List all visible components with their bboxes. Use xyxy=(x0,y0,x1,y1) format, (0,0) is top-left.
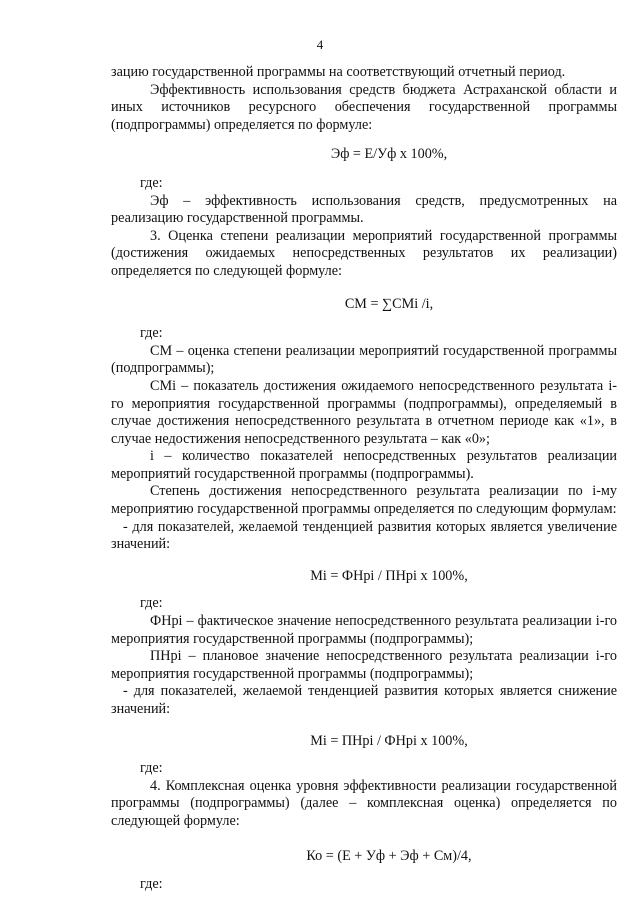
paragraph-section-3: 3. Оценка степени реализации мероприятий государственной программы (достижения ожидаемых непосредственных результатов их реализации) определяется по следующей формуле: xyxy=(111,227,617,279)
where-label: где: xyxy=(140,595,163,612)
paragraph-i-definition: і – количество показателей непосредственных результатов реализации мероприятий государственной программы (подпрограммы). xyxy=(111,448,617,482)
where-label: где: xyxy=(140,876,163,893)
paragraph-section-4: 4. Комплексная оценка уровня эффективности реализации государственной программы (подпрограммы) (далее – комплексная оценка) определяется по следующей формуле: xyxy=(111,777,617,829)
where-label: где: xyxy=(140,760,163,777)
document-body xyxy=(111,64,617,894)
formula-mi-increase: Мі = ФНрі / ПНрі х 100%, xyxy=(310,567,468,584)
paragraph-ef-definition: Эф – эффективность использования средств, предусмотренных на реализацию государственной программы. xyxy=(111,192,617,227)
paragraph-fnri-definition: ФНрі – фактическое значение непосредственного результата реализации і-го мероприятия государственной программы (подпрограммы); xyxy=(111,613,617,647)
formula-efficiency: Эф = Е/Уф х 100%, xyxy=(330,146,448,163)
paragraph-decrease-indicators: - для показателей, желаемой тенденцией развития которых является снижение значений: xyxy=(111,683,617,717)
page-number: 4 xyxy=(316,37,324,52)
formula-mi-decrease: Мі = ПНрі / ФНрі х 100%, xyxy=(310,732,468,749)
where-label: где: xyxy=(140,325,163,342)
paragraph-budget-efficiency: Эффективность использования средств бюджета Астраханской области и иных источников ресурсного обеспечения государственной программы (подпрограммы) определяется по формуле: xyxy=(111,81,617,133)
paragraph-degree-of-achievement: Степень достижения непосредственного результата реализации по і-му мероприятию государственной программы определяется по следующим формулам: xyxy=(111,483,617,518)
paragraph-continuation: зацию государственной программы на соответствующий отчетный период. xyxy=(111,64,566,80)
paragraph-increase-indicators: - для показателей, желаемой тенденцией развития которых является увеличение значений: xyxy=(111,518,617,553)
where-label: где: xyxy=(140,174,163,191)
formula-ko: Ко = (Е + Уф + Эф + См)/4, xyxy=(306,847,472,864)
paragraph-cm-definition: СМ – оценка степени реализации мероприятий государственной программы (подпрограммы); xyxy=(111,342,617,377)
paragraph-cmi-definition: СМі – показатель достижения ожидаемого непосредственного результата і-го мероприятия государственной программы (подпрограммы), определяемый в случае достижения непосредственного результата в отчетном периоде как «1», в случае недостижения непосредственного результата – как «0»; xyxy=(111,377,617,447)
paragraph-pnri-definition: ПНрі – плановое значение непосредственного результата реализации і-го мероприятия государственной программы (подпрограммы); xyxy=(111,648,617,682)
formula-cm: СМ = ∑СМі /і, xyxy=(344,295,434,312)
